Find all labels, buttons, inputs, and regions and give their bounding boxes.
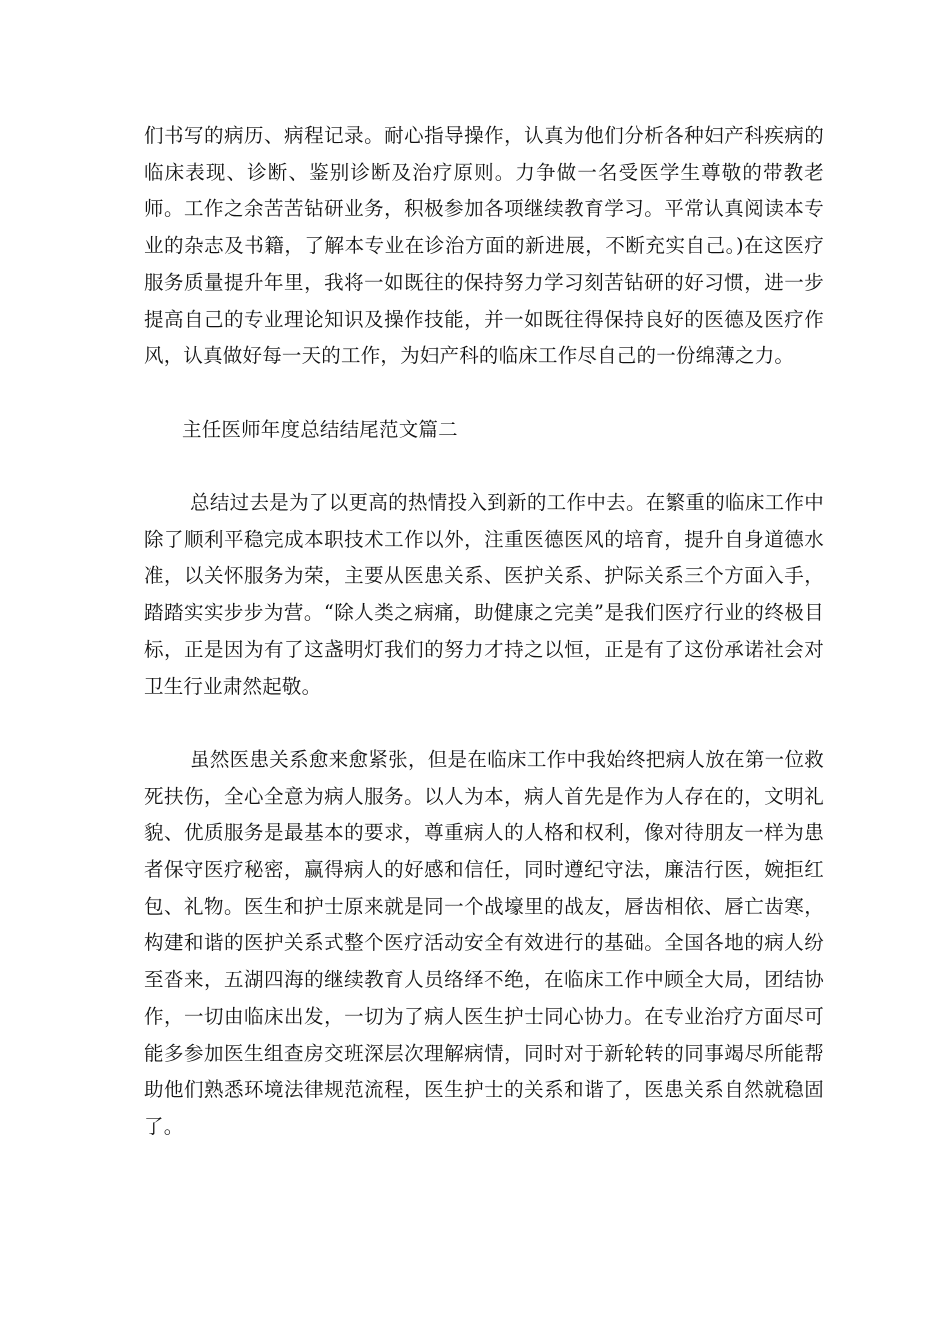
document-body	[144, 118, 824, 1146]
paragraph-summary: 总结过去是为了以更高的热情投入到新的工作中去。在繁重的临床工作中除了顺利平稳完成本职技术工作以外，注重医德医风的培育，提升自身道德水准，以关怀服务为荣，主要从医患关系、医护关系、护际关系三个方面入手，踏踏实实步步为营。“除人类之病痛，助健康之完美”是我们医疗行业的终极目标，正是因为有了这盏明灯我们的努力才持之以恒，正是有了这份承诺社会对卫生行业肃然起敬。	[144, 491, 824, 698]
paragraph-gap	[144, 375, 824, 412]
paragraph-continued: 们书写的病历、病程记录。耐心指导操作，认真为他们分析各种妇产科疾病的临床表现、诊断、鉴别诊断及治疗原则。力争做一名受医学生尊敬的带教老师。工作之余苦苦钻研业务，积极参加各项继续教育学习。平常认真阅读本专业的杂志及书籍，了解本专业在诊治方面的新进展，不断充实自己。)在这医疗服务质量提升年里，我将一如既往的保持努力学习刻苦钻研的好习惯，进一步提高自己的专业理论知识及操作技能，并一如既往得保持良好的医德及医疗作风，认真做好每一天的工作，为妇产科的临床工作尽自己的一份绵薄之力。	[144, 124, 824, 368]
paragraph-gap	[144, 448, 824, 485]
paragraph-gap	[144, 705, 824, 742]
section-heading: 主任医师年度总结结尾范文篇二	[182, 417, 458, 441]
paragraph-patient-relations: 虽然医患关系愈来愈紧张，但是在临床工作中我始终把病人放在第一位救死扶伤，全心全意为病人服务。以人为本，病人首先是作为人存在的，文明礼貌、优质服务是最基本的要求，尊重病人的人格和权利，像对待朋友一样为患者保守医疗秘密，赢得病人的好感和信任，同时遵纪守法，廉洁行医，婉拒红包、礼物。医生和护士原来就是同一个战壕里的战友，唇齿相依、唇亡齿寒，构建和谐的医护关系式整个医疗活动安全有效进行的基础。全国各地的病人纷至沓来，五湖四海的继续教育人员络绎不绝，在临床工作中顾全大局，团结协作，一切由临床出发，一切为了病人医生护士同心协力。在专业治疗方面尽可能多参加医生组查房交班深层次理解病情，同时对于新轮转的同事竭尽所能帮助他们熟悉环境法律规范流程，医生护士的关系和谐了，医患关系自然就稳固了。	[144, 747, 824, 1138]
